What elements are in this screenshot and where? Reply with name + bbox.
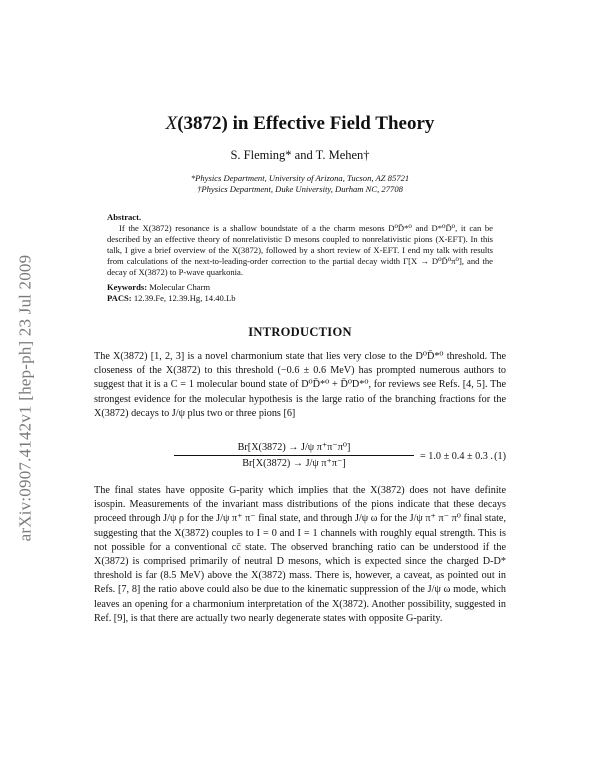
equation-fraction: [174, 442, 414, 469]
pacs-label: PACS:: [107, 293, 132, 303]
arxiv-sidebar: [8, 198, 42, 598]
pacs-line: [107, 293, 493, 304]
title-symbol: X: [165, 113, 178, 134]
keywords-line: [107, 282, 493, 293]
equation-denominator: Br[X(3872) → J/ψ π⁺π⁻]: [242, 458, 346, 469]
abstract-body: If the X(3872) resonance is a shallow boundstate of a the charm mesons D⁰D̄*⁰ and D*⁰D̄⁰, it can be described by an effective theory of nonrelativistic D mesons coupled to nonrelativistic pions (X-EFT). In this talk, I give a brief overview of the X(3872), followed by a short review of X-EFT. I end my talk with results from calculations of the next-to-leading-order correction to the partial decay width Γ[X → D⁰D̄⁰π⁰], and the decay of X(3872) to P-wave quarkonia.: [107, 223, 493, 278]
paragraph-2: The final states have opposite G-parity which implies that the X(3872) does not have definite isospin. Measurements of the invariant mass distributions of the pions indicate that these decays proceed through J/ψ ρ for the J/ψ π⁺ π⁻ final state, and through J/ψ ω for the J/ψ π⁺ π⁻ π⁰ final state, suggesting that the X(3872) couples to I = 0 and I = 1 channels with roughly equal strength. This is not possible for a conventional cc̄ state. The observed branching ratio can be understood if the X(3872) is comprised primarily of neutral D mesons, which is expected since the charged D-D* threshold is far (8.5 MeV) above the X(3872) mass. There is, however, a caveat, as pointed out in Refs. [7, 8] the ratio above could also be due to the kinematic suppression of the J/ψ ω mode, which leaves an opening for a charmonium interpretation of the X(3872). Another possibility, suggested in Ref. [9], is that there are actually two nearly degenerate states with opposite G-parity.: [94, 485, 506, 624]
title-number: (3872): [177, 113, 228, 134]
equation-numerator: Br[X(3872) → J/ψ π⁺π⁻π⁰]: [174, 442, 414, 456]
affiliation-1: *Physics Department, University of Arizona, Tucson, AZ 85721: [190, 173, 410, 183]
affiliations: [0, 173, 600, 195]
keywords-value: Molecular Charm: [149, 282, 211, 292]
abstract: [107, 212, 493, 279]
section-heading: INTRODUCTION: [248, 325, 352, 339]
equation-rhs: = 1.0 ± 0.4 ± 0.3 .: [420, 451, 493, 462]
abstract-heading: Abstract.: [107, 212, 142, 222]
authors: S. Fleming* and T. Mehen†: [230, 148, 370, 162]
equation-number: (1): [494, 451, 506, 462]
title-rest: in Effective Field Theory: [227, 113, 435, 134]
arxiv-id: arXiv:0907.4142v1 [hep-ph] 23 Jul 2009: [15, 254, 34, 542]
equation-1: [94, 442, 506, 476]
keywords-label: Keywords:: [107, 282, 148, 292]
affiliation-2: †Physics Department, Duke University, Durham NC, 27708: [197, 184, 403, 194]
paper-title: [0, 113, 600, 135]
pacs-value: 12.39.Fe, 12.39.Hg, 14.40.Lb: [133, 293, 236, 303]
paper-metadata: [107, 282, 493, 304]
paragraph-1: The X(3872) [1, 2, 3] is a novel charmonium state that lies very close to the D⁰D̄*⁰ threshold. The closeness of the X(3872) to this threshold (−0.6 ± 0.6 MeV) has prompted numerous authors to suggest that it is a C = 1 molecular bound state of D⁰D̄*⁰ + D̄⁰D*⁰, for reviews see Refs. [4, 5]. The strongest evidence for the molecular hypothesis is the large ratio of the branching fractions for the X(3872) decays to J/ψ plus two or three pions [6]: [94, 351, 506, 419]
